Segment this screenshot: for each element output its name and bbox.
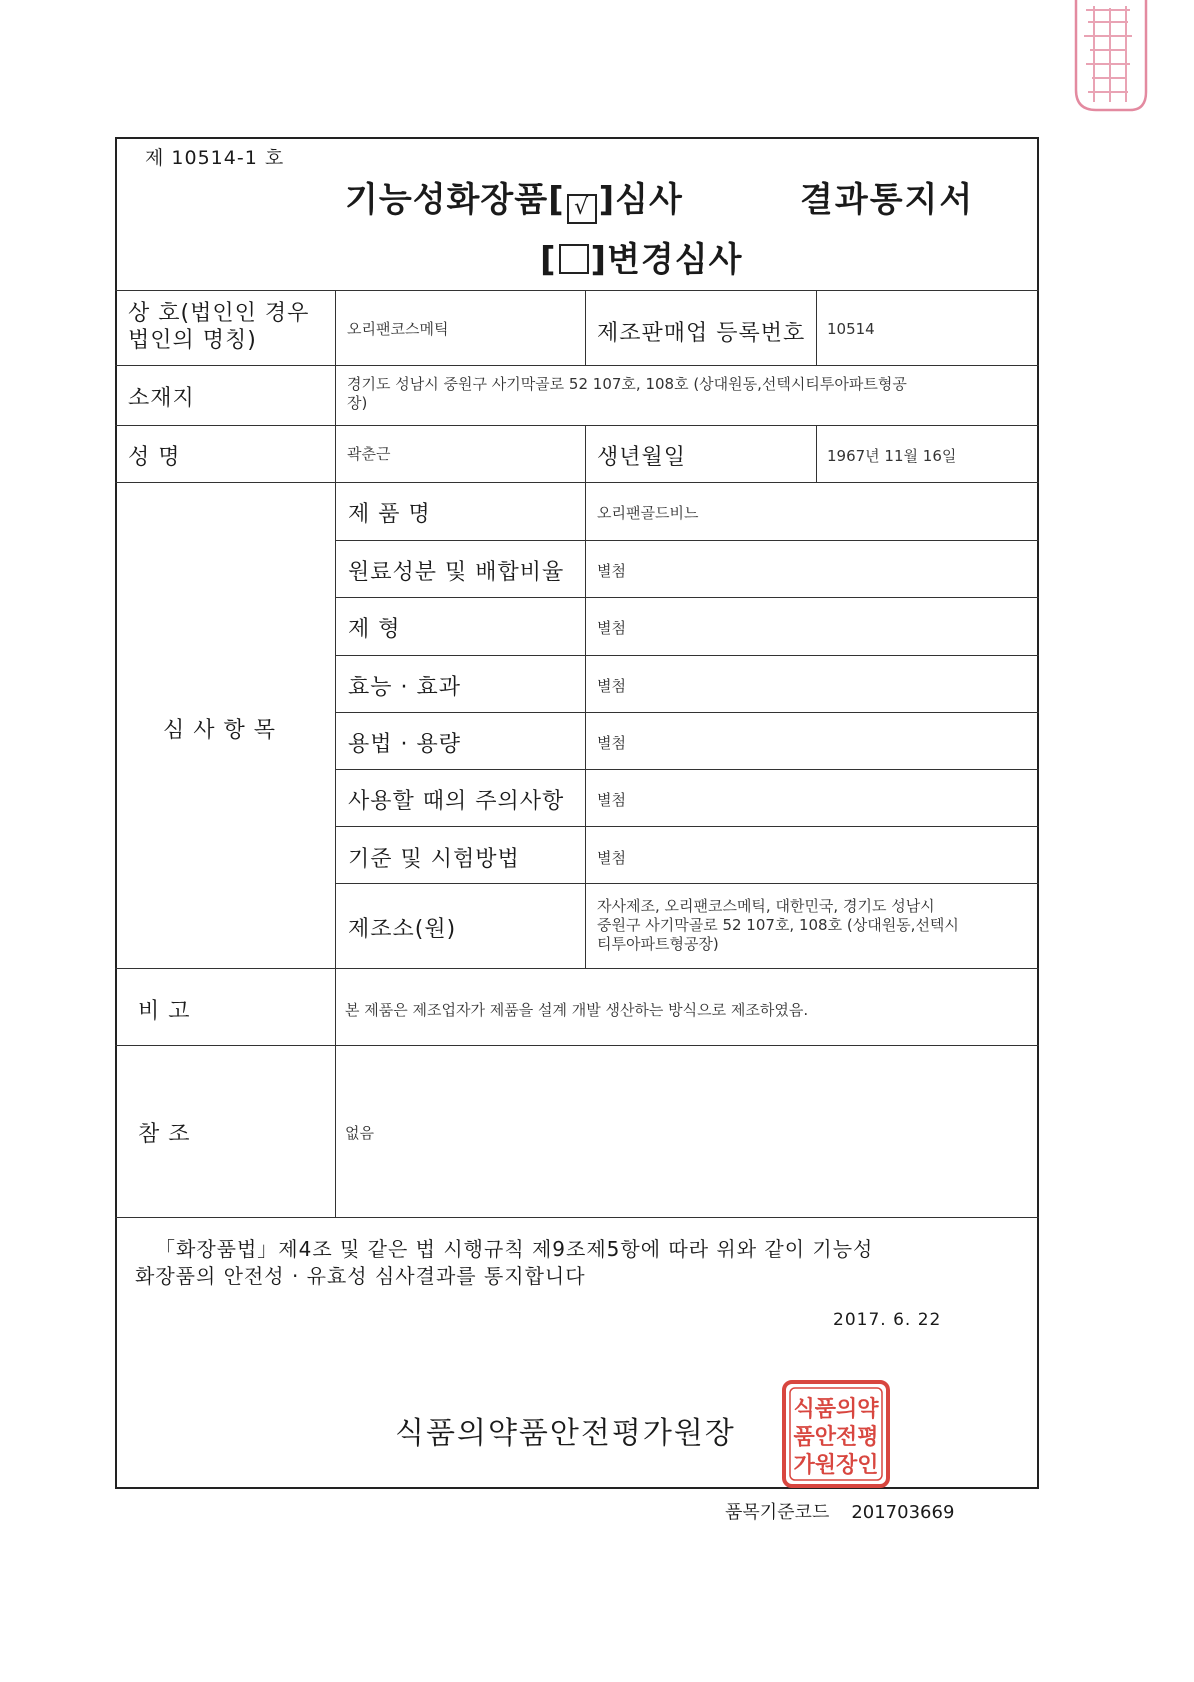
checked-box-icon xyxy=(567,194,597,224)
item-value-test-method: 별첨 xyxy=(597,849,626,867)
reference-value: 없음 xyxy=(345,1124,374,1142)
company-label-line2: 법인의 명칭) xyxy=(128,328,257,353)
registration-value: 10514 xyxy=(827,320,875,338)
item-value-ingredients: 별첨 xyxy=(597,562,626,580)
item-code-value: 201703669 xyxy=(851,1502,955,1523)
title-text-2: ]심사 xyxy=(598,180,683,220)
seal-text-row1: 식품의약 xyxy=(793,1397,879,1422)
manufacturer-line3: 티투아파트형공장) xyxy=(597,935,719,953)
statement-line2: 화장품의 안전성 · 유효성 심사결과를 통지합니다 xyxy=(135,1264,586,1288)
title2-open: [ xyxy=(540,240,557,280)
item-label-form: 제 형 xyxy=(348,617,401,642)
item-label-manufacturer: 제조소(원) xyxy=(348,917,457,942)
item-value-product-name: 오리팬골드비느 xyxy=(597,504,699,522)
review-section-label: 심 사 항 목 xyxy=(163,718,276,743)
title2-text: ]변경심사 xyxy=(590,240,743,280)
item-label-precautions: 사용할 때의 주의사항 xyxy=(348,789,565,814)
document-title-right: 결과통지서 xyxy=(800,180,975,220)
title-text-1: 기능성화장품[ xyxy=(345,180,565,220)
item-value-form: 별첨 xyxy=(597,619,626,637)
item-value-dosage: 별첨 xyxy=(597,734,626,752)
company-label xyxy=(128,300,309,354)
company-label-line1: 상 호(법인인 경우 xyxy=(128,301,310,326)
item-label-dosage: 용법 · 용량 xyxy=(348,732,461,757)
birth-value: 1967년 11월 16일 xyxy=(827,447,957,465)
document-subtitle xyxy=(540,232,742,281)
address-label: 소재지 xyxy=(128,386,195,411)
statement-line1: 「화장품법」제4조 및 같은 법 시행규칙 제9조제5항에 따라 위와 같이 기능성 xyxy=(155,1237,874,1261)
birth-label: 생년월일 xyxy=(597,445,687,470)
item-label-efficacy: 효능 · 효과 xyxy=(348,675,461,700)
remarks-value: 본 제품은 제조업자가 제품을 설계 개발 생산하는 방식으로 제조하였음. xyxy=(345,1001,809,1019)
address-line1: 경기도 성남시 중원구 사기막골로 52 107호, 108호 (상대원동,선텍시티투아파트형공 xyxy=(347,375,907,393)
company-value: 오리팬코스메틱 xyxy=(347,320,449,338)
seal-text-row3: 가원장인 xyxy=(793,1453,879,1478)
item-value-efficacy: 별첨 xyxy=(597,677,626,695)
manufacturer-line2: 중원구 사기막골로 52 107호, 108호 (상대원동,선텍시 xyxy=(597,916,959,934)
registration-label: 제조판매업 등록번호 xyxy=(597,321,806,346)
item-code-label: 품목기준코드 xyxy=(725,1502,830,1523)
official-seal xyxy=(780,1378,892,1490)
check-mark: √ xyxy=(574,195,590,220)
item-value-precautions: 별첨 xyxy=(597,791,626,809)
address-line2: 장) xyxy=(347,394,368,412)
document-number: 제 10514-1 호 xyxy=(145,147,285,169)
issuing-agency: 식품의약품안전평가원장 xyxy=(395,1416,736,1451)
name-value: 곽춘근 xyxy=(347,445,391,463)
corner-stamp xyxy=(1070,0,1148,112)
seal-text-row2: 품안전평 xyxy=(793,1425,879,1450)
item-code xyxy=(725,1498,954,1524)
notice-statement xyxy=(135,1236,873,1290)
reference-label: 참 조 xyxy=(138,1122,191,1147)
document-title xyxy=(345,172,683,224)
remarks-label: 비 고 xyxy=(138,999,191,1024)
empty-box-icon xyxy=(559,244,589,274)
item-label-test-method: 기준 및 시험방법 xyxy=(348,847,520,872)
item-label-product-name: 제 품 명 xyxy=(348,502,431,527)
name-label: 성 명 xyxy=(128,445,181,470)
item-label-ingredients: 원료성분 및 배합비율 xyxy=(348,560,565,585)
address-value xyxy=(347,375,1037,413)
item-value-manufacturer xyxy=(597,897,1037,954)
manufacturer-line1: 자사제조, 오리팬코스메틱, 대한민국, 경기도 성남시 xyxy=(597,897,935,915)
issue-date: 2017. 6. 22 xyxy=(833,1310,942,1330)
